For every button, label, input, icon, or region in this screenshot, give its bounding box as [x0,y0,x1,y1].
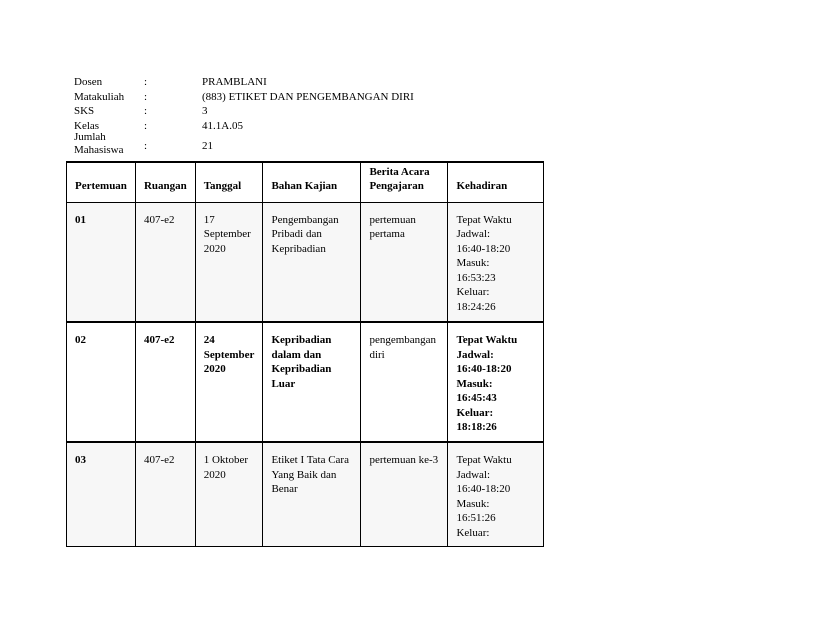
berita-line: pengembangan [369,334,437,346]
bahan-line: Pribadi dan [271,228,322,240]
jumlah-label-line1: Jumlah [74,131,106,143]
bahan-line: Etiket I Tata Cara [271,454,349,466]
kehadiran-line: Tepat Waktu [456,454,512,466]
kelas-label: Kelas [74,119,100,132]
jumlah-separator: : [144,140,148,152]
kehadiran-line: 16:45:43 [456,392,497,404]
tanggal-line: September [203,348,255,361]
cell-kehadiran [448,322,544,442]
cell-kehadiran [448,442,544,546]
header-berita-line2: Pengajaran [369,180,424,192]
sks-value: 3 [202,105,208,117]
tanggal-line: 2020 [203,363,226,375]
cell-berita-acara [361,442,448,546]
cell-ruangan: 407-e2 [135,322,195,442]
jumlah-value: 21 [202,140,213,152]
header-berita-line1: Berita Acara [369,165,430,178]
bahan-line: Kepribadian [271,334,332,346]
cell-tanggal [195,442,263,546]
cell-bahan-kajian [263,442,361,546]
cell-berita-acara [361,202,448,322]
cell-bahan-kajian [263,202,361,322]
kehadiran-line: 16:53:23 [456,271,496,284]
kehadiran-line: 16:51:26 [456,512,496,524]
kehadiran-line: Keluar: [456,526,490,539]
kehadiran-line: Masuk: [456,257,490,269]
kehadiran-line: Tepat Waktu [456,213,512,226]
kehadiran-line: 16:40-18:20 [456,483,511,495]
kehadiran-line: Keluar: [456,406,494,419]
matakuliah-separator: : [144,90,148,103]
tanggal-line: 24 [203,334,215,346]
jumlah-label [74,131,142,157]
sks-label: SKS [74,105,95,117]
kehadiran-line: Masuk: [456,377,493,390]
header-tanggal: Tanggal [195,162,263,202]
tanggal-line: September [203,228,251,240]
kehadiran-line: 18:18:26 [456,421,497,433]
header-berita-acara [361,162,448,202]
berita-line: pertemuan [369,213,416,226]
matakuliah-value: (883) ETIKET DAN PENGEMBANGAN DIRI [202,90,414,103]
header-pertemuan: Pertemuan [67,162,136,202]
table-row [67,442,544,546]
kehadiran-line: Tepat Waktu [456,334,518,346]
kehadiran-line: 16:40-18:20 [456,363,512,375]
matakuliah-label: Matakuliah [74,90,125,103]
cell-tanggal [195,322,263,442]
bahan-line: Kepribadian [271,242,326,255]
bahan-line: Yang Baik dan [271,468,337,481]
cell-ruangan: 407-e2 [135,442,195,546]
kehadiran-line: 18:24:26 [456,300,496,313]
kehadiran-line: Jadwal: [456,468,491,481]
berita-line: pertemuan ke-3 [369,454,439,466]
header-bahan-kajian: Bahan Kajian [263,162,361,202]
cell-bahan-kajian [263,322,361,442]
kehadiran-line: Jadwal: [456,348,494,361]
cell-pertemuan: 02 [67,322,136,442]
cell-ruangan: 407-e2 [135,202,195,322]
bahan-line: Kepribadian Luar [271,363,332,390]
sks-separator: : [144,105,148,117]
cell-kehadiran [448,202,544,322]
bahan-line: Benar [271,483,298,495]
tanggal-line: 1 Oktober [203,454,249,466]
table-row [67,322,544,442]
kelas-value: 41.1A.05 [202,119,243,132]
kehadiran-line: 16:40-18:20 [456,242,511,255]
berita-line: pertama [369,228,405,240]
dosen-separator: : [144,76,148,88]
header-kehadiran: Kehadiran [448,162,544,202]
kehadiran-line: Keluar: [456,286,490,298]
berita-line: diri [369,348,385,361]
tanggal-line: 17 [203,213,215,226]
cell-pertemuan: 03 [67,442,136,546]
tanggal-line: 2020 [203,468,226,481]
cell-berita-acara [361,322,448,442]
tanggal-line: 2020 [203,242,226,255]
bahan-line: dalam dan [271,348,322,361]
kelas-separator: : [144,119,148,132]
dosen-label: Dosen [74,76,103,88]
bahan-line: Pengembangan [271,213,339,226]
header-ruangan: Ruangan [135,162,195,202]
table-header-row [67,162,544,202]
table-row [67,202,544,322]
dosen-value: PRAMBLANI [202,76,267,88]
cell-tanggal [195,202,263,322]
kehadiran-line: Jadwal: [456,228,491,240]
cell-pertemuan: 01 [67,202,136,322]
jumlah-label-line2: Mahasiswa [74,144,124,156]
kehadiran-line: Masuk: [456,497,490,510]
attendance-table [66,161,544,547]
